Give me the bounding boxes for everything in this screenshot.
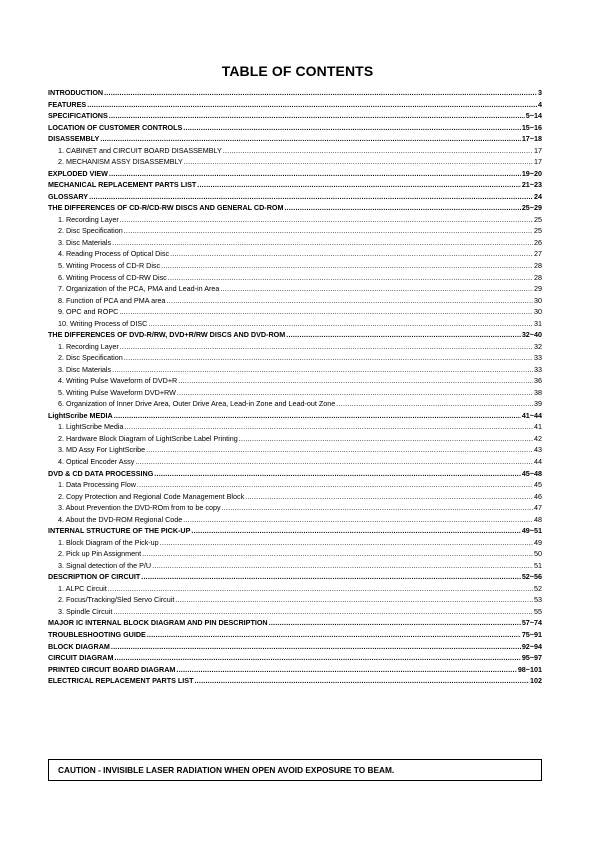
toc-entry-label: DISASSEMBLY (48, 134, 100, 144)
toc-subsection-entry (48, 421, 542, 433)
toc-dot-leader (135, 456, 533, 468)
toc-subsection-entry (48, 306, 542, 318)
toc-section-entry (48, 87, 542, 99)
toc-entry-page: 36 (534, 376, 542, 386)
toc-entry-label: THE DIFFERENCES OF DVD-R/RW, DVD+R/RW DISCS AND DVD-ROM (48, 330, 286, 340)
toc-entry-page: 4 (538, 99, 542, 109)
toc-subsection-entry (48, 537, 542, 549)
caution-box (48, 759, 542, 781)
toc-dot-leader (148, 318, 533, 330)
toc-entry-label: 3. Disc Materials (58, 237, 112, 247)
toc-entry-label: MAJOR IC INTERNAL BLOCK DIAGRAM AND PIN DESCRIPTION (48, 618, 268, 628)
toc-entry-page: 50 (534, 549, 542, 559)
toc-subsection-entry (48, 364, 542, 376)
toc-entry-page: 31 (534, 318, 542, 328)
toc-subsection-entry (48, 295, 542, 307)
toc-entry-label: 3. Disc Materials (58, 364, 112, 374)
toc-entry-page: 55 (534, 606, 542, 616)
toc-entry-label: ELECTRICAL REPLACEMENT PARTS LIST (48, 676, 194, 686)
toc-entry-page: 53 (534, 595, 542, 605)
toc-dot-leader (87, 99, 537, 111)
toc-entry-label: 5. Writing Pulse Waveform DVD+RW (58, 387, 176, 397)
toc-section-entry (48, 617, 542, 629)
toc-dot-leader (222, 502, 533, 514)
toc-entry-label: SPECIFICATIONS (48, 111, 108, 121)
toc-entry-page: 3 (538, 88, 542, 97)
toc-subsection-entry (48, 491, 542, 503)
toc-dot-leader (141, 571, 521, 583)
toc-dot-leader (284, 202, 520, 214)
toc-entry-page: 95~97 (521, 653, 542, 663)
toc-entry-label: GLOSSARY (48, 191, 89, 201)
toc-entry-label: 6. Organization of Inner Drive Area, Outer Drive Area, Lead-in Zone and Lead-out Zone (58, 399, 336, 409)
toc-dot-leader (114, 410, 521, 422)
toc-subsection-entry (48, 502, 542, 514)
toc-entry-page: 45 (534, 480, 542, 490)
toc-entry-page: 17 (534, 157, 542, 167)
toc-dot-leader (161, 260, 533, 272)
toc-entry-page: 47 (534, 503, 542, 513)
caution-text: CAUTION - INVISIBLE LASER RADIATION WHEN OPEN AVOID EXPOSURE TO BEAM. (58, 765, 395, 775)
toc-entry-label: 4. About the DVD-ROM Regional Code (58, 514, 183, 524)
toc-subsection-entry (48, 560, 542, 572)
toc-dot-leader (124, 352, 533, 364)
toc-entry-page: 26 (534, 237, 542, 247)
toc-dot-leader (197, 179, 521, 191)
toc-subsection-entry (48, 594, 542, 606)
toc-entry-page: 17~18 (521, 134, 542, 144)
toc-entry-page: 41~44 (521, 410, 542, 420)
toc-dot-leader (286, 329, 521, 341)
toc-entry-label: LightScribe MEDIA (48, 410, 113, 420)
toc-dot-leader (177, 387, 533, 399)
toc-entry-label: DVD & CD DATA PROCESSING (48, 468, 154, 478)
toc-entry-label: 1. CABINET and CIRCUIT BOARD DISASSEMBLY (58, 145, 222, 155)
toc-entry-page: 29 (534, 284, 542, 294)
toc-dot-leader (108, 583, 533, 595)
toc-subsection-entry (48, 548, 542, 560)
toc-subsection-entry (48, 145, 542, 157)
toc-section-entry (48, 571, 542, 583)
toc-entry-label: LOCATION OF CUSTOMER CONTROLS (48, 122, 183, 132)
toc-dot-leader (154, 468, 521, 480)
toc-subsection-entry (48, 225, 542, 237)
toc-entry-page: 25 (534, 226, 542, 236)
toc-subsection-entry (48, 444, 542, 456)
toc-entry-page: 30 (534, 295, 542, 305)
toc-entry-page: 46 (534, 491, 542, 501)
toc-section-entry (48, 133, 542, 145)
toc-entry-label: 3. MD Assy For LightScribe (58, 445, 146, 455)
toc-dot-leader (176, 664, 516, 676)
toc-entry-page: 75~91 (521, 629, 542, 639)
page-title: TABLE OF CONTENTS (221, 63, 374, 79)
toc-dot-leader (142, 548, 533, 560)
toc-entry-label: 2. Disc Specification (58, 353, 123, 363)
toc-entry-page: 48 (534, 514, 542, 524)
toc-entry-label: 8. Function of PCA and PMA area (58, 295, 166, 305)
toc-entry-label: 9. OPC and ROPC (58, 307, 119, 317)
toc-dot-leader (336, 398, 533, 410)
toc-subsection-entry (48, 352, 542, 364)
toc-entry-page: 15~16 (521, 122, 542, 132)
toc-dot-leader (166, 295, 533, 307)
toc-section-entry (48, 122, 542, 134)
toc-dot-leader (120, 214, 533, 226)
toc-section-entry (48, 629, 542, 641)
toc-section-entry (48, 110, 542, 122)
toc-entry-label: BLOCK DIAGRAM (48, 641, 110, 651)
toc-entry-page: 49~51 (521, 526, 542, 536)
toc-subsection-entry (48, 272, 542, 284)
toc-entry-label: 1. Recording Layer (58, 341, 119, 351)
toc-dot-leader (183, 122, 521, 134)
toc-subsection-entry (48, 583, 542, 595)
toc-dot-leader (183, 514, 533, 526)
toc-subsection-entry (48, 433, 542, 445)
toc-entry-label: 4. Writing Pulse Waveform of DVD+R (58, 376, 178, 386)
toc-dot-leader (111, 641, 521, 653)
toc-entry-page: 17 (534, 145, 542, 155)
toc-section-entry (48, 641, 542, 653)
toc-entry-page: 33 (534, 364, 542, 374)
toc-dot-leader (112, 364, 533, 376)
toc-entry-label: 2. Copy Protection and Regional Code Management Block (58, 491, 245, 501)
toc-subsection-entry (48, 237, 542, 249)
toc-entry-label: 5. Writing Process of CD-R Disc (58, 260, 161, 270)
toc-section-entry (48, 179, 542, 191)
toc-entry-label: 1. LightScribe Media (58, 422, 124, 432)
toc-entry-page: 41 (534, 422, 542, 432)
toc-subsection-entry (48, 479, 542, 491)
toc-entry-label: 7. Organization of the PCA, PMA and Lead-in Area (58, 284, 220, 294)
toc-entry-page: 39 (534, 399, 542, 409)
toc-entry-label: 3. Signal detection of the P/U (58, 560, 152, 570)
toc-dot-leader (194, 675, 529, 687)
toc-entry-page: 5~14 (525, 111, 542, 121)
toc-section-entry (48, 410, 542, 422)
toc-entry-label: 2. Focus/Tracking/Sled Servo Circuit (58, 595, 175, 605)
toc-entry-page: 38 (534, 387, 542, 397)
toc-dot-leader (170, 248, 533, 260)
toc-section-entry (48, 652, 542, 664)
toc-dot-leader (112, 237, 533, 249)
toc-dot-leader (269, 617, 521, 629)
toc-entry-label: FEATURES (48, 99, 87, 109)
toc-entry-page: 32~40 (521, 330, 542, 340)
toc-entry-label: DESCRIPTION OF CIRCUIT (48, 572, 141, 582)
toc-subsection-entry (48, 387, 542, 399)
toc-entry-label: 10. Writing Process of DISC (58, 318, 148, 328)
toc-entry-page: 57~74 (521, 618, 542, 628)
toc-dot-leader (220, 283, 533, 295)
toc-subsection-entry (48, 456, 542, 468)
toc-entry-label: 1. Recording Layer (58, 214, 119, 224)
table-of-contents (48, 87, 542, 687)
toc-dot-leader (239, 433, 533, 445)
toc-entry-page: 51 (534, 560, 542, 570)
toc-dot-leader (120, 341, 533, 353)
toc-subsection-entry (48, 375, 542, 387)
toc-subsection-entry (48, 260, 542, 272)
toc-entry-label: 2. MECHANISM ASSY DISASSEMBLY (58, 157, 183, 167)
toc-entry-page: 21~23 (521, 180, 542, 190)
toc-dot-leader (109, 110, 525, 122)
toc-entry-page: 92~94 (521, 641, 542, 651)
toc-entry-page: 33 (534, 353, 542, 363)
toc-dot-leader (178, 375, 533, 387)
toc-subsection-entry (48, 248, 542, 260)
toc-entry-label: 1. Block Diagram of the Pick-up (58, 537, 159, 547)
toc-entry-label: MECHANICAL REPLACEMENT PARTS LIST (48, 180, 197, 190)
toc-entry-page: 30 (534, 307, 542, 317)
toc-entry-label: 2. Disc Specification (58, 226, 123, 236)
toc-section-entry (48, 525, 542, 537)
toc-section-entry (48, 168, 542, 180)
toc-entry-page: 25~29 (521, 203, 542, 213)
toc-dot-leader (137, 479, 533, 491)
toc-dot-leader (184, 156, 533, 168)
toc-entry-label: 4. Reading Process of Optical Disc (58, 249, 170, 259)
toc-dot-leader (109, 168, 521, 180)
toc-entry-page: 52~56 (521, 572, 542, 582)
toc-entry-label: 3. Spindle Circuit (58, 606, 113, 616)
toc-subsection-entry (48, 156, 542, 168)
toc-dot-leader (124, 225, 533, 237)
toc-dot-leader (113, 606, 533, 618)
toc-entry-page: 25 (534, 214, 542, 224)
toc-dot-leader (175, 594, 533, 606)
toc-entry-page: 52 (534, 583, 542, 593)
toc-entry-label: PRINTED CIRCUIT BOARD DIAGRAM (48, 664, 176, 674)
toc-dot-leader (168, 272, 533, 284)
toc-dot-leader (125, 421, 533, 433)
toc-dot-leader (100, 133, 521, 145)
toc-subsection-entry (48, 214, 542, 226)
toc-entry-page: 43 (534, 445, 542, 455)
toc-entry-page: 98~101 (517, 664, 542, 674)
toc-entry-label: 6. Writing Process of CD-RW Disc (58, 272, 167, 282)
toc-entry-page: 45~48 (521, 468, 542, 478)
toc-entry-page: 28 (534, 272, 542, 282)
toc-dot-leader (119, 306, 533, 318)
toc-entry-page: 24 (534, 191, 542, 201)
toc-subsection-entry (48, 341, 542, 353)
toc-entry-label: THE DIFFERENCES OF CD-R/CD-RW DISCS AND GENERAL CD-ROM (48, 203, 284, 213)
toc-entry-label: CIRCUIT DIAGRAM (48, 653, 114, 663)
toc-entry-label: 3. About Prevention the DVD-ROm from to be copy (58, 503, 221, 513)
toc-section-entry (48, 202, 542, 214)
toc-dot-leader (104, 87, 537, 99)
toc-section-entry (48, 191, 542, 203)
toc-dot-leader (89, 191, 533, 203)
toc-dot-leader (114, 652, 520, 664)
toc-entry-label: INTERNAL STRUCTURE OF THE PICK-UP (48, 526, 191, 536)
toc-subsection-entry (48, 318, 542, 330)
toc-entry-page: 102 (530, 676, 542, 686)
toc-section-entry (48, 99, 542, 111)
toc-dot-leader (146, 444, 533, 456)
toc-entry-label: TROUBLESHOOTING GUIDE (48, 629, 146, 639)
toc-subsection-entry (48, 514, 542, 526)
toc-section-entry (48, 329, 542, 341)
toc-entry-label: 2. Pick up Pin Assignment (58, 549, 142, 559)
toc-entry-page: 28 (534, 260, 542, 270)
toc-entry-page: 49 (534, 537, 542, 547)
toc-dot-leader (152, 560, 533, 572)
toc-entry-page: 44 (534, 457, 542, 466)
toc-subsection-entry (48, 606, 542, 618)
toc-subsection-entry (48, 398, 542, 410)
toc-subsection-entry (48, 283, 542, 295)
toc-entry-label: 1. ALPC Circuit (58, 583, 107, 593)
toc-dot-leader (191, 525, 520, 537)
toc-section-entry (48, 664, 542, 676)
toc-dot-leader (147, 629, 521, 641)
toc-section-entry (48, 468, 542, 480)
toc-entry-page: 32 (534, 341, 542, 351)
toc-entry-label: INTRODUCTION (48, 88, 104, 97)
toc-entry-label: EXPLODED VIEW (48, 168, 108, 178)
toc-entry-page: 19~20 (521, 168, 542, 178)
toc-entry-page: 42 (534, 433, 542, 443)
toc-dot-leader (223, 145, 533, 157)
toc-entry-label: 4. Optical Encoder Assy (58, 457, 135, 466)
toc-dot-leader (160, 537, 533, 549)
toc-entry-label: 2. Hardware Block Diagram of LightScribe Label Printing (58, 433, 238, 443)
toc-dot-leader (245, 491, 533, 503)
toc-entry-page: 27 (534, 249, 542, 259)
toc-section-entry (48, 675, 542, 687)
toc-entry-label: 1. Data Processing Flow (58, 480, 136, 490)
